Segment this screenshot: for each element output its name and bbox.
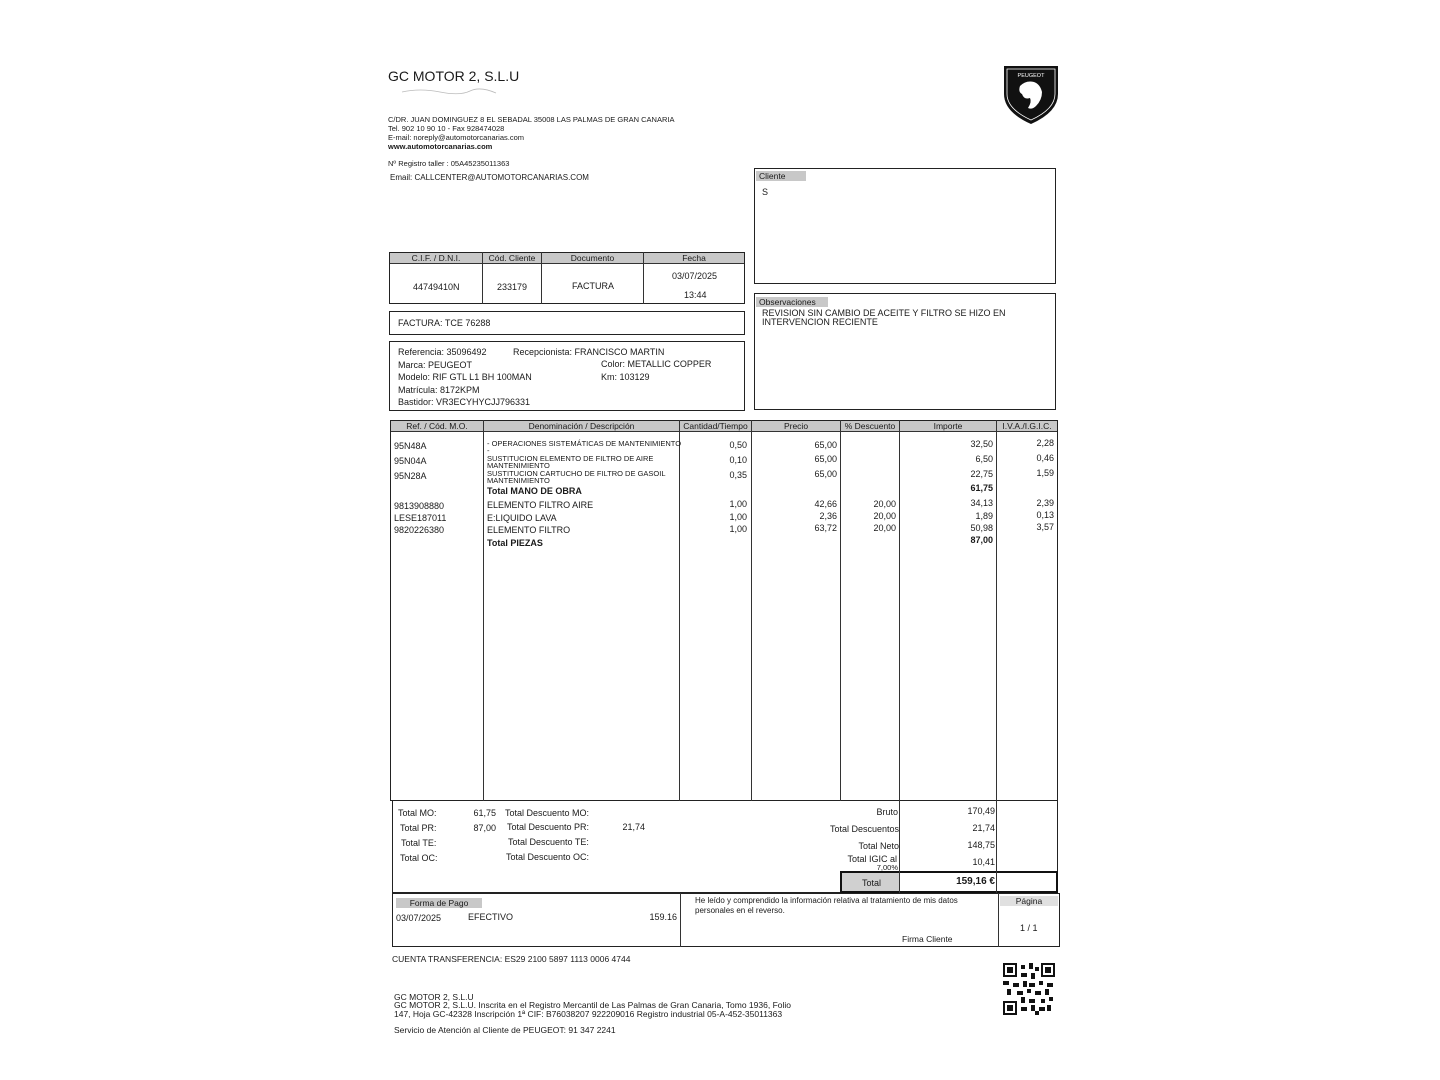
documento-value: FACTURA — [572, 281, 615, 291]
cell-amount: 50,98 — [970, 523, 993, 533]
cell-desc2: - — [487, 446, 490, 455]
peugeot-logo-text: PEUGEOT — [1017, 73, 1045, 79]
cell-price: 42,66 — [814, 499, 837, 509]
vehicle-color: Color: METALLIC COPPER — [601, 359, 712, 369]
cell-ref: 95N28A — [394, 471, 427, 481]
cell-ref: LESE187011 — [394, 513, 447, 523]
cell-desc: SUSTITUCION CARTUCHO DE FILTRO DE GASOIL — [487, 469, 666, 478]
cell-desc: ELEMENTO FILTRO — [487, 525, 571, 535]
cell-amount: 1,89 — [975, 511, 993, 521]
th-amount: Importe — [900, 421, 996, 432]
cell-qty: 1,00 — [729, 499, 747, 509]
cell-desc: - OPERACIONES SISTEMÁTICAS DE MANTENIMIENTO — [487, 439, 682, 448]
cell-ref: 95N04A — [394, 456, 427, 466]
cliente-box — [754, 168, 1056, 284]
cell-desc: SUSTITUCION ELEMENTO DE FILTRO DE AIRE — [487, 454, 654, 463]
col-fecha: Fecha — [644, 253, 744, 264]
cell-amount: 34,13 — [970, 498, 993, 508]
igic-label: Total IGIC al — [847, 854, 897, 864]
total-mo-summary-label: Total MO: — [398, 808, 437, 818]
cell-disc: 20,00 — [873, 511, 896, 521]
callcenter-email: Email: CALLCENTER@AUTOMOTORCANARIAS.COM — [390, 173, 589, 182]
cell-amount: 6,50 — [975, 454, 993, 464]
desc-te-label: Total Descuento TE: — [508, 837, 589, 847]
total-label: Total — [862, 878, 882, 888]
vehicle-marca: Marca: PEUGEOT — [398, 360, 473, 370]
signature-scribble — [400, 84, 500, 100]
desc-pr-label: Total Descuento PR: — [507, 822, 590, 832]
footer-legal-1: GC MOTOR 2, S.L.U. Inscrita en el Registro Mercantil de Las Palmas de Gran Canaria, Tomo 1936, Folio — [394, 1000, 791, 1010]
total-pr-label: Total PR: — [400, 823, 437, 833]
pagina-label: Página — [1000, 896, 1058, 906]
observaciones-line2: INTERVENCION RECIENTE — [762, 317, 878, 327]
total-mo-label: Total MANO DE OBRA — [487, 486, 582, 496]
cliente-line1: S — [762, 187, 769, 197]
cell-tax: 0,46 — [1036, 453, 1054, 463]
total-oc-label: Total OC: — [400, 853, 438, 863]
total-descuentos-label: Total Descuentos — [829, 824, 899, 834]
desc-pr: 21,74 — [622, 822, 645, 832]
col-cif: C.I.F. / D.N.I. — [390, 253, 482, 264]
cell-price: 65,00 — [814, 440, 837, 450]
payment-label: Forma de Pago — [396, 898, 482, 908]
col-documento: Documento — [542, 253, 643, 264]
vehicle-km: Km: 103129 — [601, 372, 650, 382]
th-tax: I.V.A./I.G.I.C. — [997, 421, 1057, 432]
cell-desc2: MANTENIMIENTO — [487, 461, 550, 470]
total-mo-value: 61,75 — [970, 483, 993, 493]
cell-disc: 20,00 — [873, 523, 896, 533]
company-registry: Nº Registro taller : 05A45235011363 — [388, 159, 510, 168]
cell-tax: 3,57 — [1036, 522, 1054, 532]
privacy-notice-2: personales en el reverso. — [695, 906, 785, 915]
total-pr: 87,00 — [473, 823, 496, 833]
cell-tax: 2,28 — [1036, 438, 1054, 448]
desc-oc-label: Total Descuento OC: — [506, 852, 590, 862]
footer-company: GC MOTOR 2, S.L.U — [394, 992, 474, 1002]
cell-qty: 0,50 — [729, 440, 747, 450]
cell-qty: 1,00 — [729, 524, 747, 534]
factura-number: FACTURA: TCE 76288 — [398, 318, 491, 328]
cell-tax: 0,13 — [1036, 510, 1054, 520]
cell-qty: 0,10 — [729, 455, 747, 465]
th-ref: Ref. / Cód. M.O. — [391, 421, 483, 432]
th-qty: Cantidad/Tiempo — [680, 421, 751, 432]
cell-tax: 2,39 — [1036, 498, 1054, 508]
payment-method: EFECTIVO — [468, 912, 514, 922]
total-neto: 148,75 — [967, 840, 995, 850]
qr-code-icon — [1003, 963, 1055, 1015]
total-piezas-label: Total PIEZAS — [487, 538, 543, 548]
payment-amount: 159.16 — [649, 912, 677, 922]
company-web: www.automotorcanarias.com — [388, 142, 493, 151]
cell-amount: 22,75 — [970, 469, 993, 479]
cell-ref: 95N48A — [394, 441, 427, 451]
total-value: 159,16 € — [956, 876, 995, 887]
footer-legal-2: 147, Hoja GC-42328 Inscripción 1ª CIF: B76038207 922209016 Registro industrial 05-A-452-35011363 — [394, 1009, 783, 1019]
company-address: C/DR. JUAN DOMINGUEZ 8 EL SEBADAL 35008 LAS PALMAS DE GRAN CANARIA — [388, 115, 675, 124]
cod-cliente-value: 233179 — [497, 282, 528, 292]
cell-desc: E:LIQUIDO LAVA — [487, 513, 557, 523]
th-desc: Denominación / Descripción — [484, 421, 679, 432]
vehicle-referencia: Referencia: 35096492 — [398, 347, 487, 357]
total-descuentos: 21,74 — [972, 823, 995, 833]
observaciones-label: Observaciones — [756, 297, 828, 307]
cell-price: 65,00 — [814, 454, 837, 464]
cell-ref: 9813908880 — [394, 501, 445, 511]
cell-price: 63,72 — [814, 523, 837, 533]
cell-ref: 9820226380 — [394, 525, 445, 535]
bruto: 170,49 — [967, 806, 995, 816]
col-cod-cliente: Cód. Cliente — [483, 253, 541, 264]
vehicle-recepcionista: Recepcionista: FRANCISCO MARTIN — [513, 347, 665, 357]
footer-servicio: Servicio de Atención al Cliente de PEUGEOT: 91 347 2241 — [394, 1025, 616, 1035]
vehicle-matricula: Matrícula: 8172KPM — [398, 385, 480, 395]
observaciones-line1: REVISION SIN CAMBIO DE ACEITE Y FILTRO SE HIZO EN — [762, 308, 1006, 318]
peugeot-logo — [1002, 64, 1060, 126]
cell-amount: 32,50 — [970, 439, 993, 449]
cell-price: 65,00 — [814, 469, 837, 479]
cell-desc2: MANTENIMIENTO — [487, 476, 550, 485]
payment-date: 03/07/2025 — [396, 913, 442, 923]
vehicle-modelo: Modelo: RIF GTL L1 BH 100MAN — [398, 372, 532, 382]
igic: 10,41 — [972, 857, 995, 867]
hora-value: 13:44 — [684, 290, 707, 300]
company-email: E-mail: noreply@automotorcanarias.com — [388, 133, 524, 142]
total-te-label: Total TE: — [401, 838, 437, 848]
company-phone: Tel. 902 10 90 10 - Fax 928474028 — [388, 124, 505, 133]
total-piezas-value: 87,00 — [970, 535, 993, 545]
cuenta-transferencia: CUENTA TRANSFERENCIA: ES29 2100 5897 1113 0006 4744 — [392, 954, 631, 964]
total-mo-summary: 61,75 — [473, 808, 496, 818]
cell-desc: ELEMENTO FILTRO AIRE — [487, 500, 594, 510]
th-price: Precio — [752, 421, 840, 432]
cif-value: 44749410N — [413, 282, 460, 292]
total-neto-label: Total Neto — [858, 841, 899, 851]
cell-qty: 0,35 — [729, 470, 747, 480]
company-name: GC MOTOR 2, S.L.U — [388, 68, 520, 84]
igic-rate: 7,00% — [876, 863, 898, 872]
desc-mo-label: Total Descuento MO: — [505, 808, 590, 818]
th-disc: % Descuento — [841, 421, 899, 432]
fecha-value: 03/07/2025 — [672, 271, 718, 281]
pagina-value: 1 / 1 — [1020, 923, 1038, 933]
bruto-label: Bruto — [876, 807, 898, 817]
cell-tax: 1,59 — [1036, 468, 1054, 478]
firma-cliente: Firma Cliente — [902, 934, 953, 944]
cell-disc: 20,00 — [873, 499, 896, 509]
cliente-label: Cliente — [756, 171, 806, 181]
privacy-notice-1: He leído y comprendido la información relativa al tratamiento de mis datos — [695, 896, 958, 905]
cell-qty: 1,00 — [729, 512, 747, 522]
cell-price: 2,36 — [819, 511, 837, 521]
vehicle-bastidor: Bastidor: VR3ECYHYCJJ796331 — [398, 397, 531, 407]
